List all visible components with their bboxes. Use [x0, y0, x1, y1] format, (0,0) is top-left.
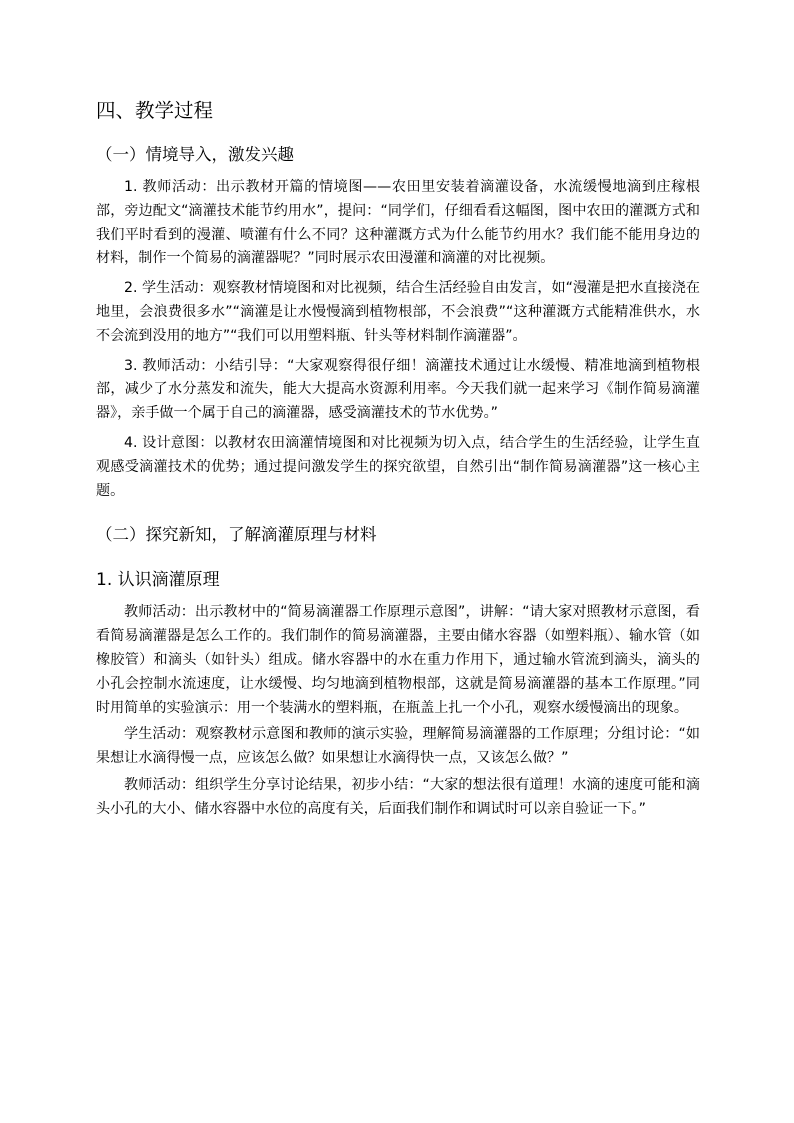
section-heading: （一）情境导入，激发兴趣	[96, 145, 294, 164]
paragraph: 3. 教师活动：小结引导：“大家观察得很仔细！滴灌技术通过让水缓慢、精准地滴到植物根部，减少了水分蒸发和流失，能大大提高水资源利用率。今天我们就一起来学习《制作简易滴灌器》，亲手做一个属于自己的滴灌器，感受滴灌技术的节水优势。”	[96, 357, 700, 422]
paragraph: 教师活动：组织学生分享讨论结果，初步小结：“大家的想法很有道理！水滴的速度可能和滴头小孔的大小、储水容器中水位的高度有关，后面我们制作和调试时可以亲自验证一下。”	[96, 776, 700, 817]
paragraph: 1. 教师活动：出示教材开篇的情境图——农田里安装着滴灌设备，水流缓慢地滴到庄稼根部，旁边配文“滴灌技术能节约用水”，提问：“同学们，仔细看看这幅图，图中农田的灌溉方式和我们平时看到的漫灌、喷灌有什么不同？这种灌溉方式为什么能节约用水？我们能不能用身边的材料，制作一个简易的滴灌器呢？”同时展示农田漫灌和滴灌的对比视频。	[96, 179, 700, 267]
section-explore-principle	[96, 522, 700, 821]
subsection-heading: 1. 认识滴灌原理	[96, 570, 220, 591]
spacer	[96, 509, 700, 522]
spacer	[96, 556, 700, 567]
paragraph: 4. 设计意图：以教材农田滴灌情境图和对比视频为切入点，结合学生的生活经验，让学生直观感受滴灌技术的优势；通过提问激发学生的探究欲望，自然引出“制作简易滴灌器”这一核心主题。	[96, 434, 700, 499]
subsection-drip-principle	[96, 567, 700, 821]
paragraph: 2. 学生活动：观察教材情境图和对比视频，结合生活经验自由发言，如“漫灌是把水直接浇在地里，会浪费很多水”“滴灌是让水慢慢滴到植物根部，不会浪费”“这种灌溉方式能精准供水，水不会流到没用的地方”“我们可以用塑料瓶、针头等材料制作滴灌器”。	[96, 280, 700, 344]
section-situation-intro	[96, 142, 700, 503]
paragraph: 教师活动：出示教材中的“简易滴灌器工作原理示意图”，讲解：“请大家对照教材示意图，看看简易滴灌器是怎么工作的。我们制作的简易滴灌器，主要由储水容器（如塑料瓶）、输水管（如橡胶管）和滴头（如针头）组成。储水容器中的水在重力作用下，通过输水管流到滴头，滴头的小孔会控制水流速度，让水缓慢、均匀地滴到植物根部，这就是简易滴灌器的基本工作原理。”同时用简单的实验演示：用一个装满水的塑料瓶，在瓶盖上扎一个小孔，观察水缓慢滴出的现象。	[96, 604, 700, 716]
section-heading: （二）探究新知，了解滴灌原理与材料	[96, 525, 377, 545]
paragraph: 学生活动：观察教材示意图和教师的演示实验，理解简易滴灌器的工作原理；分组讨论：“如果想让水滴得慢一点，应该怎么做？如果想让水滴得快一点，又该怎么做？”	[96, 726, 700, 767]
main-heading: 四、教学过程	[96, 99, 214, 122]
document-body	[96, 96, 700, 825]
